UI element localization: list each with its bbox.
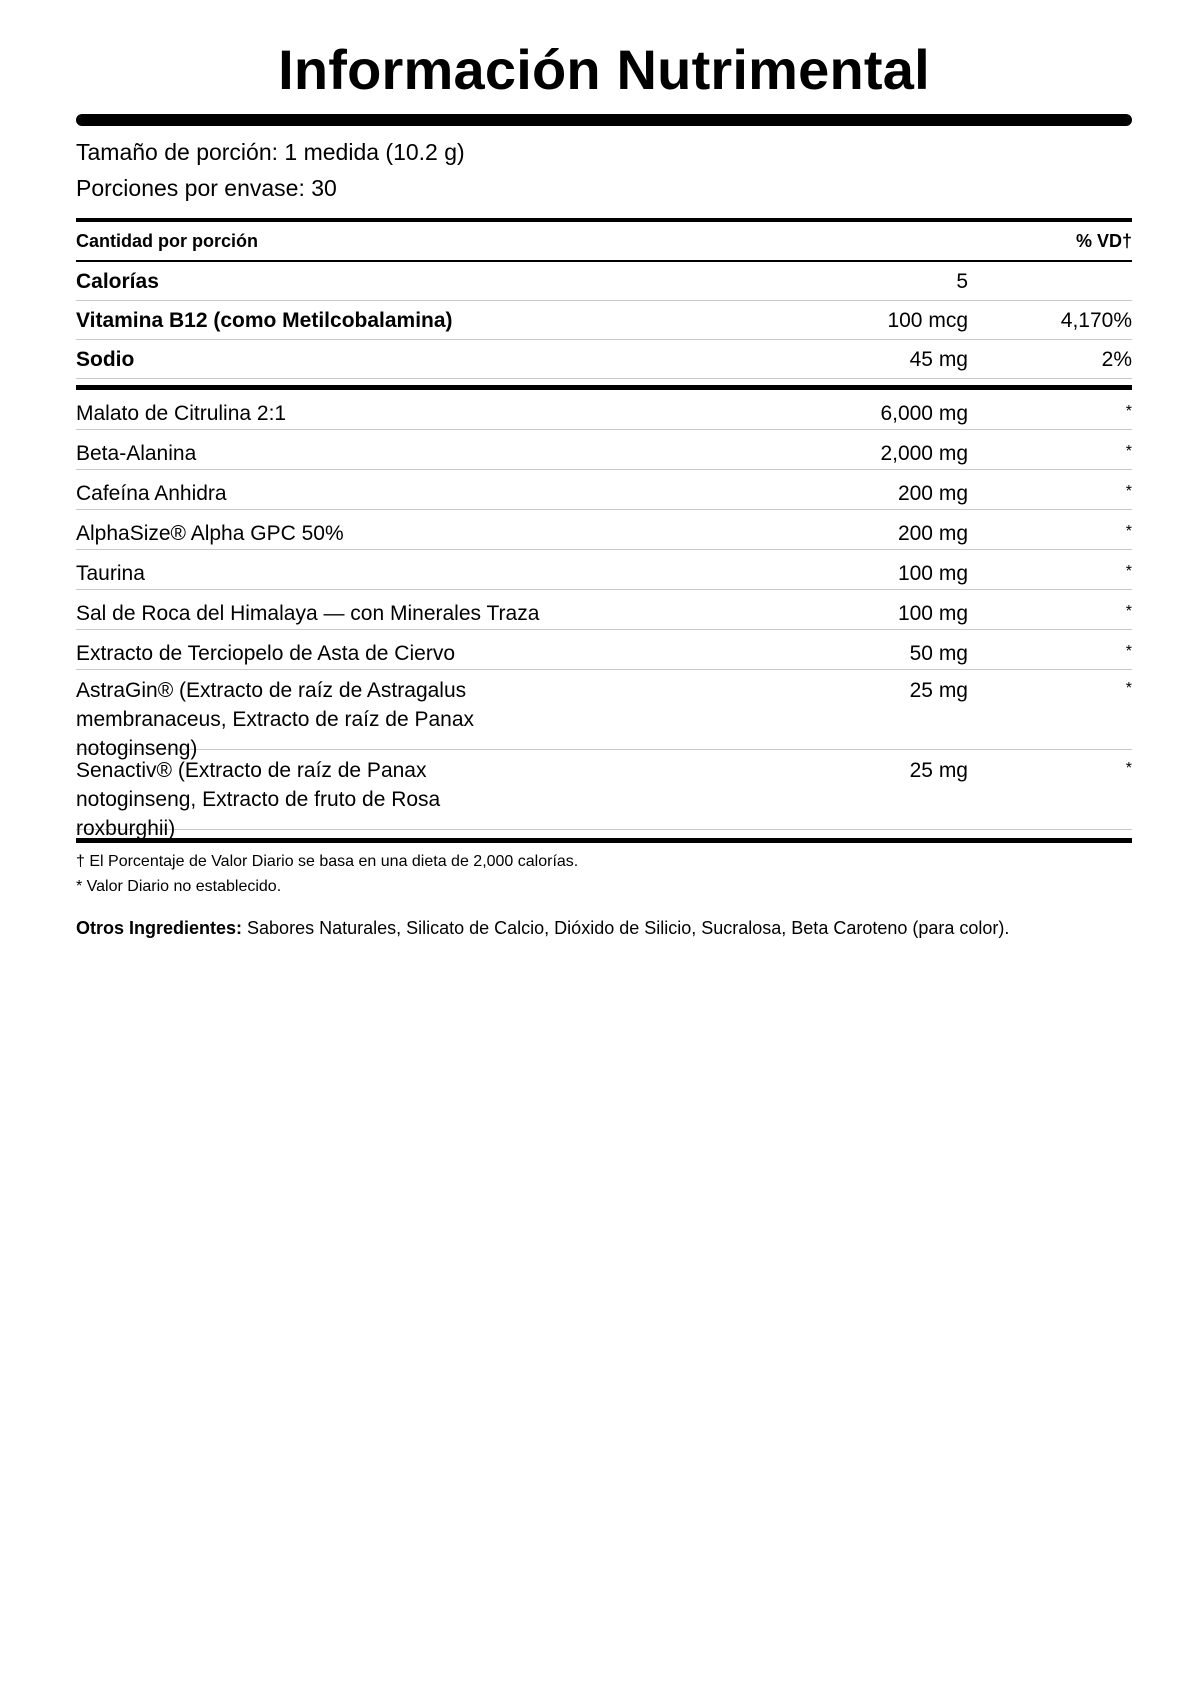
nutrient-name: Sodio — [76, 347, 135, 371]
ingredient-name: Senactiv® (Extracto de raíz de Panax notoginseng, Extracto de fruto de Rosa roxburghii) — [76, 759, 441, 840]
other-ingredients-label: Otros Ingredientes: — [76, 918, 243, 938]
ingredient-row — [76, 630, 1132, 670]
nutrient-amount: 100 mcg — [887, 308, 968, 332]
ingredient-dv: * — [1125, 680, 1132, 697]
ingredient-name: Beta-Alanina — [76, 442, 197, 465]
daily-value-header: % VD† — [1075, 230, 1132, 251]
ingredient-row — [76, 510, 1132, 550]
ingredient-amount: 25 mg — [909, 759, 968, 782]
serving-info — [76, 134, 1132, 206]
ingredient-row — [76, 550, 1132, 590]
ingredient-dv: * — [1125, 403, 1132, 420]
title-divider — [76, 114, 1132, 126]
ingredient-dv: * — [1125, 760, 1132, 777]
ingredient-amount: 200 mg — [897, 482, 968, 505]
footnotes — [76, 849, 1132, 899]
ingredient-name: AstraGin® (Extracto de raíz de Astragalus membranaceus, Extracto de raíz de Panax notoginseng) — [76, 679, 475, 760]
ingredient-amount: 50 mg — [909, 642, 968, 665]
nutrient-amount: 5 — [956, 269, 968, 293]
ingredient-row — [76, 590, 1132, 630]
table-header — [76, 222, 1132, 262]
ingredient-name: AlphaSize® Alpha GPC 50% — [76, 522, 344, 545]
not-established-footnote: * Valor Diario no establecido. — [76, 878, 282, 895]
ingredient-name: Taurina — [76, 562, 145, 585]
nutrient-amount: 45 mg — [909, 347, 968, 371]
table-end-divider — [76, 838, 1132, 843]
nutrition-facts-label — [76, 0, 1132, 941]
ingredient-row — [76, 390, 1132, 430]
nutrient-name: Vitamina B12 (como Metilcobalamina) — [76, 308, 453, 332]
ingredient-dv: * — [1125, 563, 1132, 580]
amount-per-serving-header: Cantidad por porción — [76, 230, 258, 251]
ingredient-dv: * — [1125, 603, 1132, 620]
ingredient-amount: 100 mg — [897, 602, 968, 625]
ingredient-name: Malato de Citrulina 2:1 — [76, 402, 287, 425]
label-title: Información Nutrimental — [278, 38, 930, 101]
ingredient-row — [76, 430, 1132, 470]
nutrient-name: Calorías — [76, 269, 159, 293]
ingredient-amount: 100 mg — [897, 562, 968, 585]
other-ingredients — [76, 915, 1132, 941]
ingredient-amount: 25 mg — [909, 679, 968, 702]
nutrient-row-calories — [76, 262, 1132, 301]
ingredient-amount: 200 mg — [897, 522, 968, 545]
ingredient-row — [76, 670, 1132, 760]
nutrient-row-sodium — [76, 340, 1132, 379]
nutrient-dv: 4,170% — [1060, 308, 1132, 332]
ingredient-amount: 6,000 mg — [880, 402, 968, 425]
ingredient-dv: * — [1125, 483, 1132, 500]
dv-footnote: † El Porcentaje de Valor Diario se basa en una dieta de 2,000 calorías. — [76, 853, 579, 870]
nutrient-row-vitamin-b12 — [76, 301, 1132, 340]
ingredient-dv: * — [1125, 443, 1132, 460]
serving-size: Tamaño de porción: 1 medida (10.2 g) — [76, 139, 465, 165]
servings-per-container: Porciones por envase: 30 — [76, 175, 337, 201]
other-ingredients-text: Sabores Naturales, Silicato de Calcio, Dióxido de Silicio, Sucralosa, Beta Caroteno (para color). — [242, 918, 1010, 938]
ingredient-dv: * — [1125, 643, 1132, 660]
ingredient-name: Cafeína Anhidra — [76, 482, 227, 505]
ingredient-name: Sal de Roca del Himalaya — con Minerales Traza — [76, 602, 540, 625]
nutrient-dv: 2% — [1101, 347, 1132, 371]
ingredient-row — [76, 470, 1132, 510]
ingredient-row — [76, 750, 1132, 840]
ingredient-amount: 2,000 mg — [880, 442, 968, 465]
ingredient-name: Extracto de Terciopelo de Asta de Ciervo — [76, 642, 455, 665]
ingredient-dv: * — [1125, 523, 1132, 540]
